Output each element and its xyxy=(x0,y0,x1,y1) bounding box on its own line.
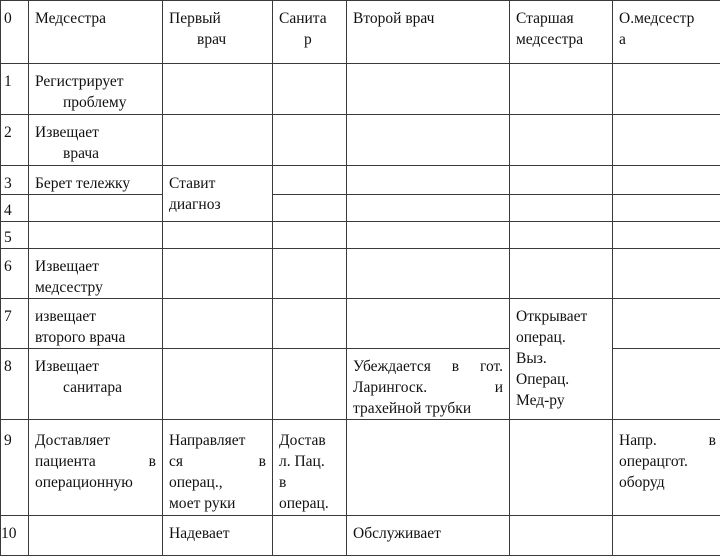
cell-first-doctor: Направляет ся в операц., моет руки xyxy=(163,420,273,516)
cell-second-doctor xyxy=(347,249,510,299)
row-number: 1 xyxy=(1,64,29,115)
row-number: 2 xyxy=(1,115,29,166)
header-nurse: Медсестра xyxy=(29,1,163,64)
row-number: 9 xyxy=(1,420,29,516)
table-row xyxy=(1,195,720,222)
cell-first-doctor xyxy=(163,222,273,249)
cell-second-doctor xyxy=(347,166,510,195)
table-row xyxy=(1,249,720,299)
table-row xyxy=(1,299,720,349)
cell-second-doctor xyxy=(347,64,510,115)
cell-head-nurse xyxy=(510,195,613,222)
cell-first-doctor: Ставит диагноз xyxy=(163,166,273,222)
row-number: 5 xyxy=(1,222,29,249)
cell-op-nurse xyxy=(613,516,720,556)
row-number: 7 xyxy=(1,299,29,349)
cell-first-doctor xyxy=(163,64,273,115)
cell-nurse: Доставляет пациента в операционную xyxy=(29,420,163,516)
cell-orderly xyxy=(273,249,347,299)
cell-second-doctor xyxy=(347,195,510,222)
cell-op-nurse xyxy=(613,115,720,166)
cell-head-nurse xyxy=(510,222,613,249)
cell-orderly xyxy=(273,349,347,420)
cell-second-doctor xyxy=(347,115,510,166)
table-row xyxy=(1,222,720,249)
row-number: 3 xyxy=(1,166,29,195)
cell-first-doctor: Надевает xyxy=(163,516,273,556)
cell-head-nurse xyxy=(510,115,613,166)
cell-nurse: Регистрирует проблему xyxy=(29,64,163,115)
row-number: 8 xyxy=(1,349,29,420)
row-number: 0 xyxy=(1,1,29,64)
row-number: 4 xyxy=(1,195,29,222)
row-number: 6 xyxy=(1,249,29,299)
header-orderly: Санита р xyxy=(273,1,347,64)
cell-nurse xyxy=(29,195,163,222)
header-row xyxy=(1,1,720,64)
cell-nurse xyxy=(29,222,163,249)
cell-op-nurse: Напр. в операцгот. оборуд xyxy=(613,420,720,516)
row-number: 10 xyxy=(1,516,29,556)
table-row xyxy=(1,349,720,420)
cell-orderly xyxy=(273,195,347,222)
cell-orderly xyxy=(273,222,347,249)
cell-orderly xyxy=(273,166,347,195)
table-row xyxy=(1,420,720,516)
table-row xyxy=(1,166,720,195)
cell-op-nurse xyxy=(613,222,720,249)
cell-op-nurse xyxy=(613,299,720,349)
cell-orderly xyxy=(273,115,347,166)
cell-nurse: Извещает медсестру xyxy=(29,249,163,299)
cell-nurse: Извещает врача xyxy=(29,115,163,166)
cell-head-nurse xyxy=(510,420,613,516)
cell-first-doctor xyxy=(163,115,273,166)
cell-second-doctor: Убеждается в гот. Ларингоск. и трахейной трубки xyxy=(347,349,510,420)
cell-orderly xyxy=(273,64,347,115)
cell-nurse: извещает второго врача xyxy=(29,299,163,349)
cell-orderly xyxy=(273,299,347,349)
cell-nurse: Берет тележку xyxy=(29,166,163,195)
cell-op-nurse xyxy=(613,166,720,195)
cell-second-doctor xyxy=(347,222,510,249)
header-second-doctor: Второй врач xyxy=(347,1,510,64)
cell-first-doctor xyxy=(163,299,273,349)
cell-second-doctor xyxy=(347,299,510,349)
cell-op-nurse xyxy=(613,349,720,420)
table-row xyxy=(1,115,720,166)
table-row xyxy=(1,516,720,556)
cell-head-nurse: Открывает операц. Выз. Операц. Мед-ру xyxy=(510,299,613,420)
cell-head-nurse xyxy=(510,516,613,556)
cell-orderly xyxy=(273,516,347,556)
cell-head-nurse xyxy=(510,166,613,195)
cell-op-nurse xyxy=(613,64,720,115)
cell-head-nurse xyxy=(510,64,613,115)
table-row xyxy=(1,64,720,115)
header-op-nurse: О.медсестр а xyxy=(613,1,720,64)
cell-first-doctor xyxy=(163,349,273,420)
cell-nurse xyxy=(29,516,163,556)
cell-orderly: Достав л. Пац. в операц. xyxy=(273,420,347,516)
header-first-doctor: Первый врач xyxy=(163,1,273,64)
cell-op-nurse xyxy=(613,249,720,299)
cell-second-doctor: Обслуживает xyxy=(347,516,510,556)
cell-nurse: Извещает санитара xyxy=(29,349,163,420)
cell-second-doctor xyxy=(347,420,510,516)
header-head-nurse: Старшая медсестра xyxy=(510,1,613,64)
cell-head-nurse xyxy=(510,249,613,299)
cell-first-doctor xyxy=(163,249,273,299)
cell-op-nurse xyxy=(613,195,720,222)
